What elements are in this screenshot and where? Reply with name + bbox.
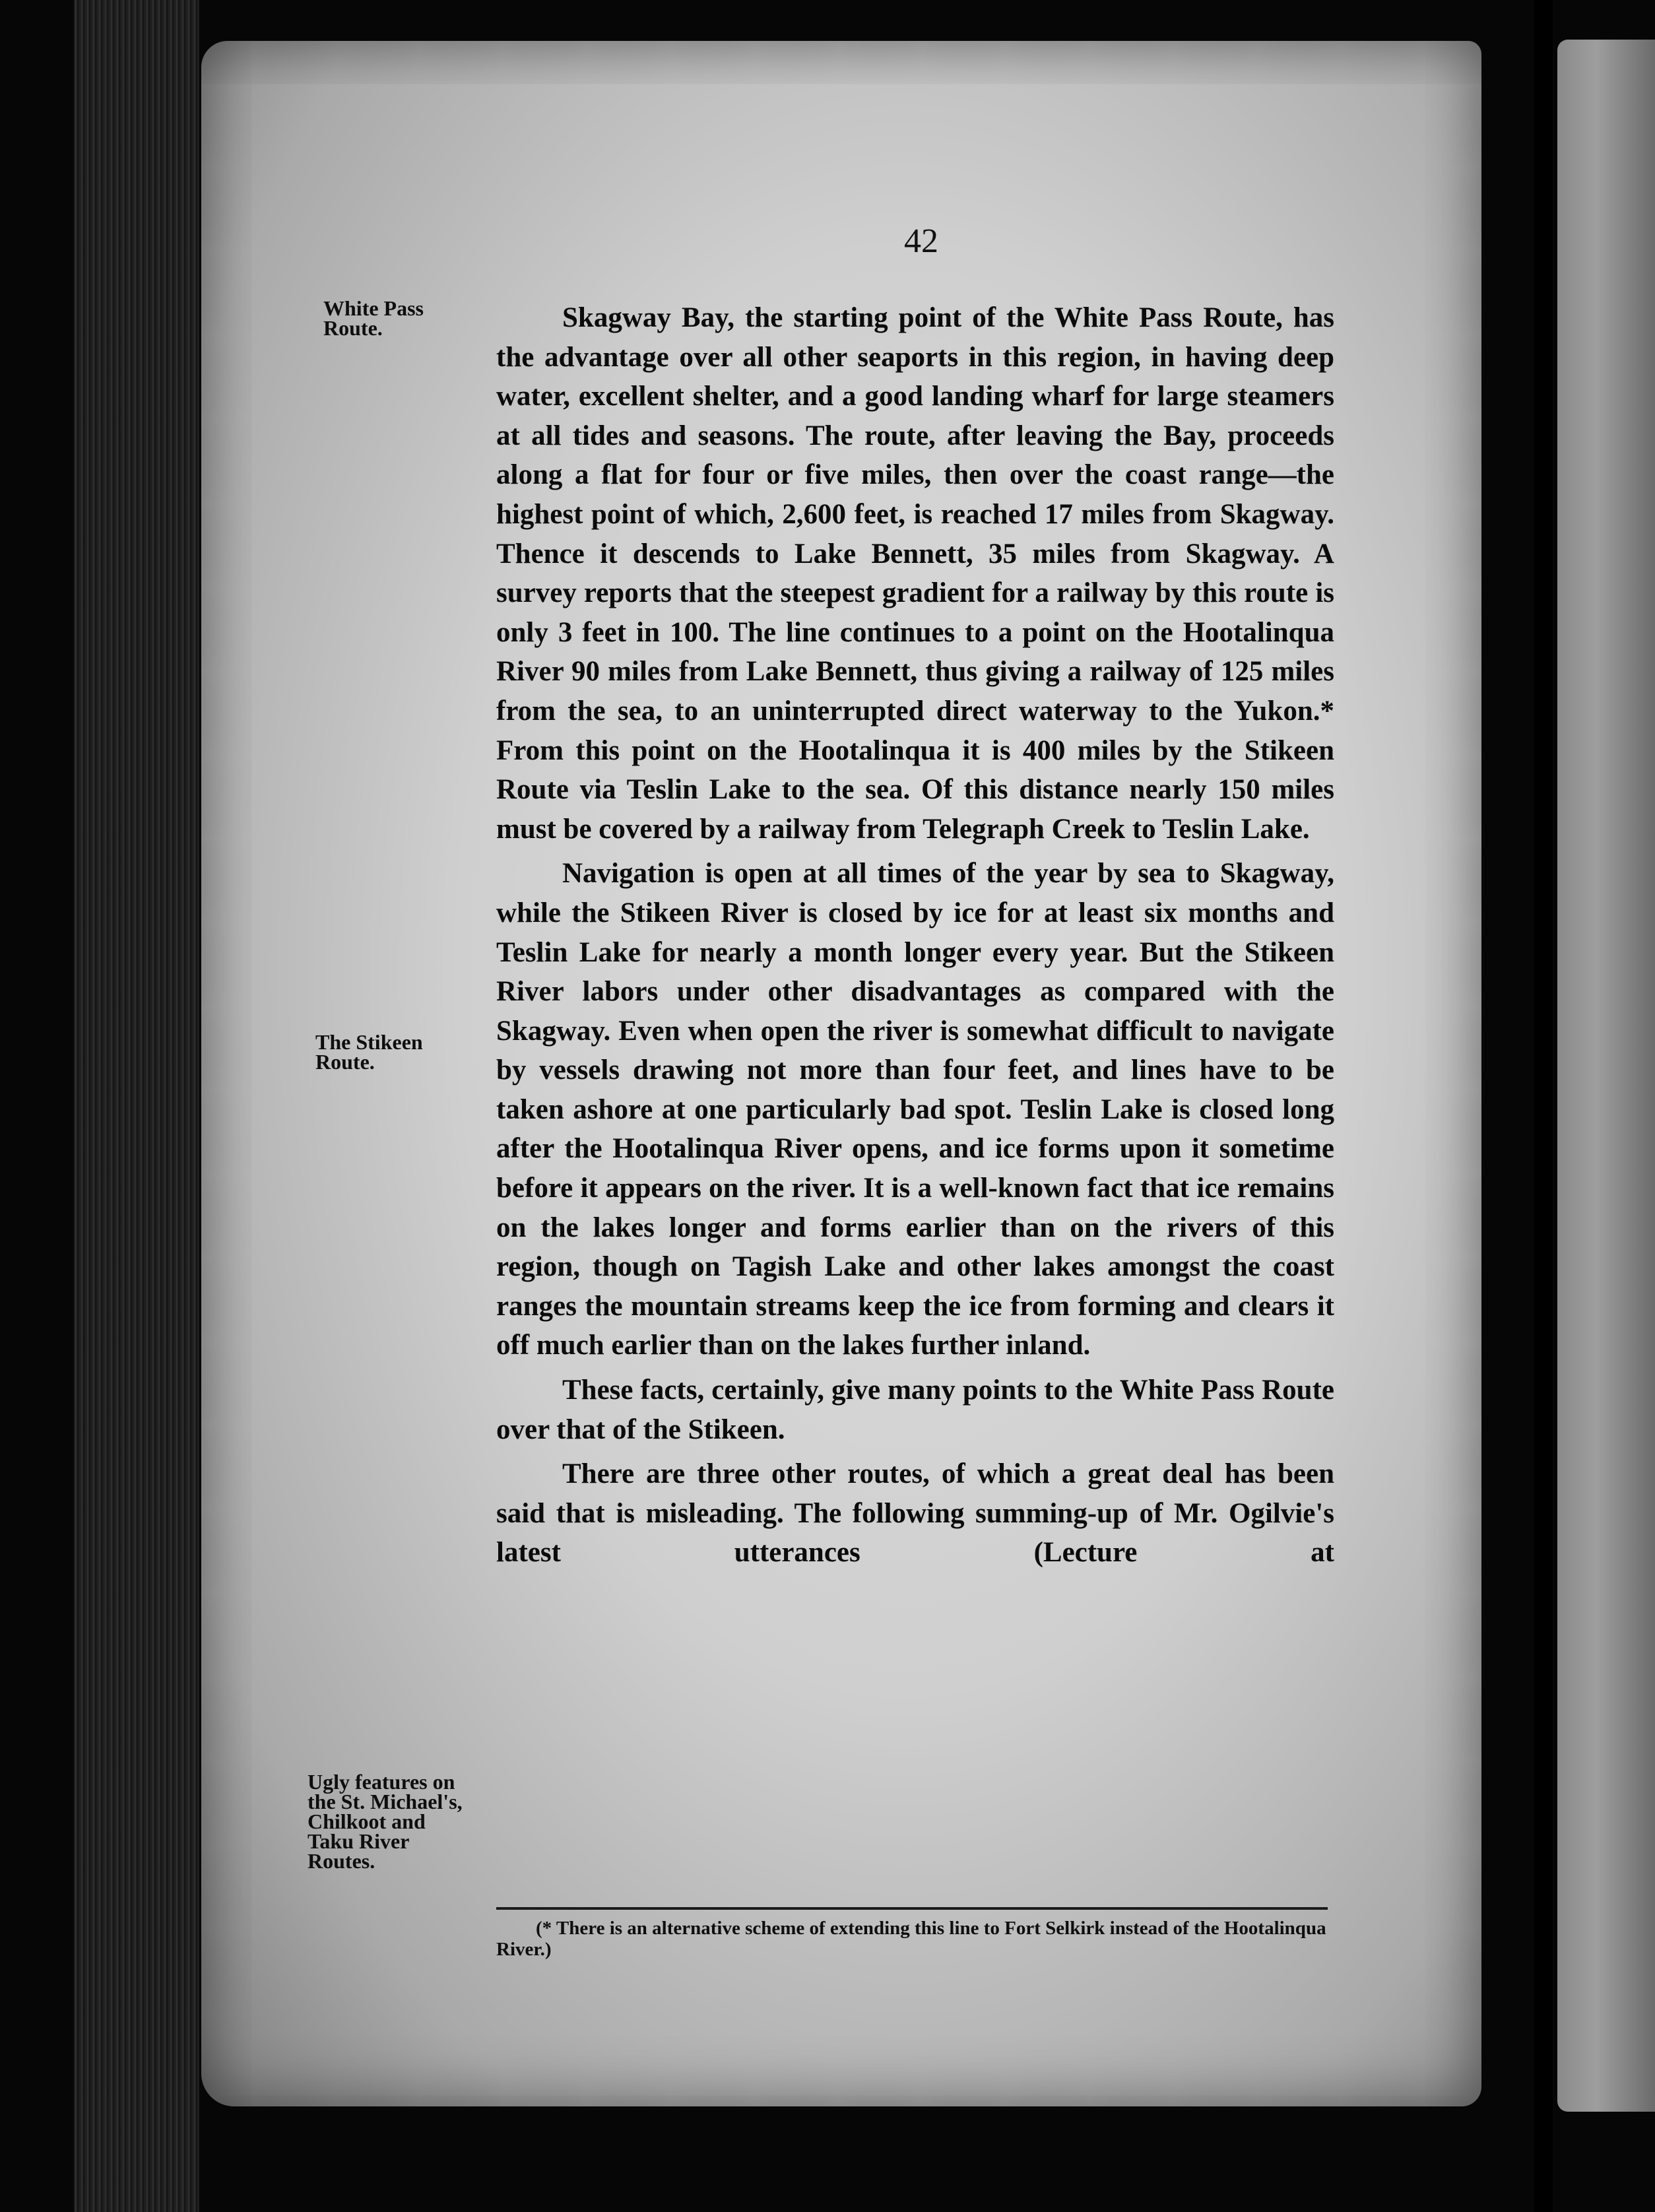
paragraph-facts: These facts, certainly, give many points to the White Pass Route over that of the Stikeen. bbox=[496, 1375, 1334, 1445]
paragraph-white-pass: Skagway Bay, the starting point of the White Pass Route, has the advantage over all other seaports in this region, in having deep water, excellent shelter, and a good landing wharf for large steamers at all tides and seasons. The route, after leaving the Bay, proceeds along a flat for four or five miles, then over the coast range—the highest point of which, 2,600 feet, is reached 17 miles from Skagway. Thence it descends to Lake Bennett, 35 miles from Skagway. A survey reports that the steepest gradient for a railway by this route is only 3 feet in 100. The line continues to a point on the Hootalinqua River 90 miles from Lake Bennett, thus giving a railway of 125 miles from the sea, to an uninterrupted direct waterway to the Yukon.* From this point on the Hootalinqua it is 400 miles by the Stikeen Route via Teslin Lake to the sea. Of this distance nearly 150 miles must be covered by a railway from Telegraph Creek to Teslin Lake. bbox=[496, 302, 1334, 845]
side-note-ugly-features: Ugly features on the St. Michael's, Chilkoot and Taku River Routes. bbox=[308, 1770, 463, 1873]
side-note-white-pass: White Pass Route. bbox=[323, 296, 424, 340]
body-text bbox=[496, 298, 1334, 1573]
facing-page-edge bbox=[1557, 40, 1655, 2112]
book-spine-shadow bbox=[1534, 0, 1553, 2212]
page-number: 42 bbox=[904, 222, 938, 260]
paragraph-navigation: Navigation is open at all times of the year by sea to Skagway, while the Stikeen River is closed by ice for at least six months and Teslin Lake for nearly a month longer every year. But the Stikeen River labors under other disadvantages as compared with the Skagway. Even when open the river is somewhat difficult to navigate by vessels drawing not more than four feet, and lines have to be taken ashore at one particularly bad spot. Teslin Lake is closed long after the Hootalinqua River opens, and ice forms upon it sometime before it appears on the river. It is a well-known fact that ice remains on the lakes longer and forms earlier than on the rivers of this region, though on Tagish Lake and other lakes amongst the coast ranges the mountain streams keep the ice from forming and clears it off much earlier than on the lakes further inland. bbox=[496, 858, 1334, 1361]
paragraph-other-routes: There are three other routes, of which a great deal has been said that is misleading. The following summing-up of Mr. Ogilvie's latest utterances (Lecture at bbox=[496, 1458, 1334, 1569]
footnote: (* There is an alternative scheme of extending this line to Fort Selkirk instead of the Hootalinqua River.) bbox=[496, 1918, 1326, 1960]
footnote-divider bbox=[496, 1907, 1328, 1910]
book-page-edges bbox=[74, 0, 199, 2212]
side-note-stikeen: The Stikeen Route. bbox=[315, 1030, 423, 1074]
